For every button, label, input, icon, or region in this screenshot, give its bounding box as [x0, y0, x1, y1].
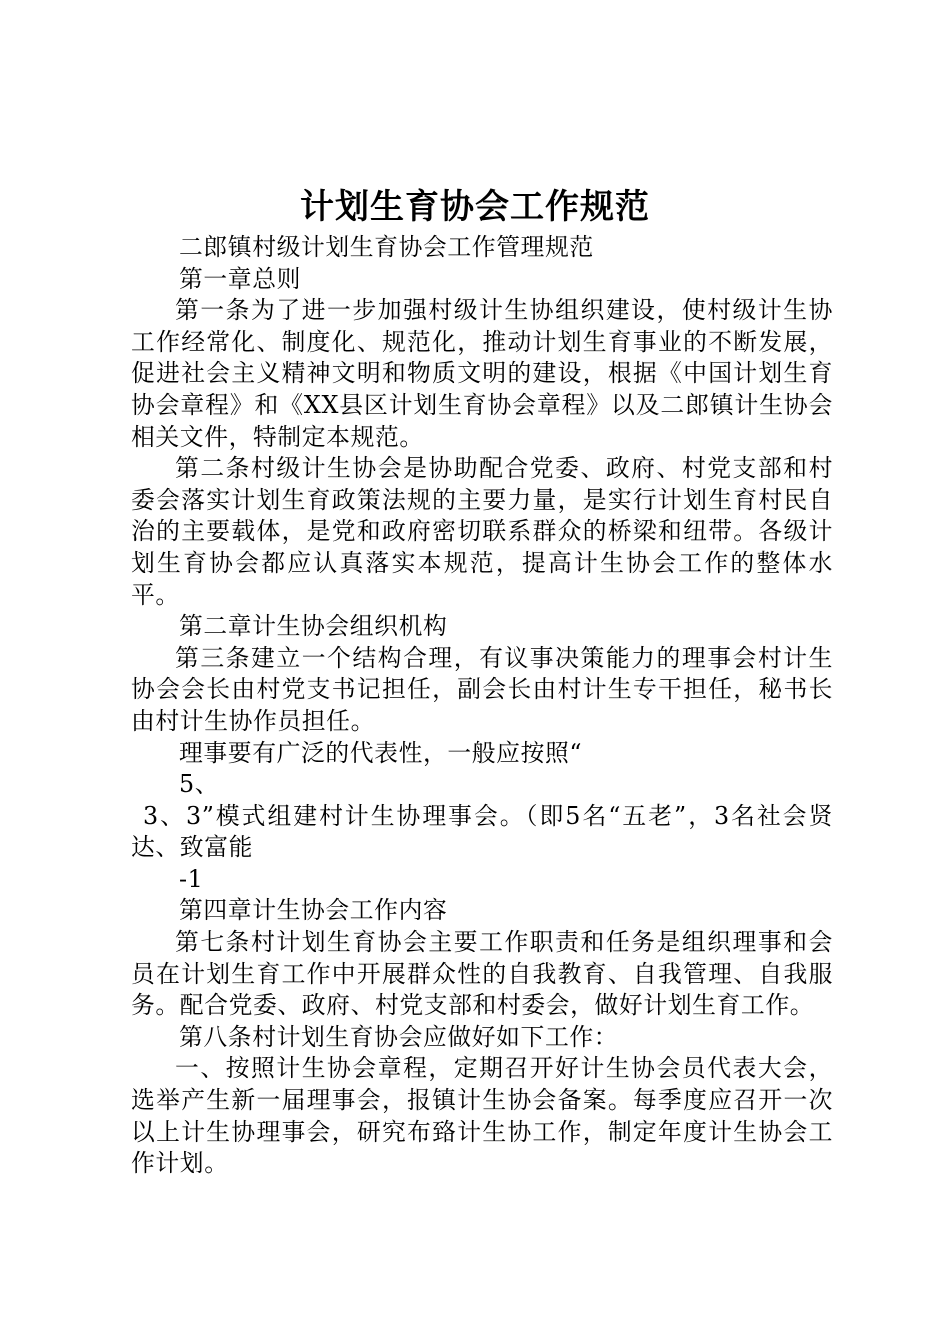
paragraph-article-7: 第七条村计划生育协会主要工作职责和任务是组织理事和会员在计划生育工作中开展群众性的自我教育、自我管理、自我服务。配合党委、政府、村党支部和村委会，做好计划生育工作。 — [131, 928, 833, 1020]
paragraph-item-1: 一、按照计生协会章程，定期召开好计生协会员代表大会，选举产生新一届理事会，报镇计生协会备案。每季度应召开一次以上计生协理事会，研究布臵计生协工作，制定年度计生协会工作计划。 — [131, 1054, 833, 1178]
paragraph-article-2: 第二条村级计生协会是协助配合党委、政府、村党支部和村委会落实计划生育政策法规的主要力量，是实行计划生育村民自治的主要载体，是党和政府密切联系群众的桥梁和纽带。各级计划生育协会都应认真落实本规范，提高计生协会工作的整体水平。 — [131, 454, 833, 609]
paragraph-article-1: 第一条为了进一步加强村级计生协组织建设，使村级计生协工作经常化、制度化、规范化，推动计划生育事业的不断发展，促进社会主义精神文明和物质文明的建设，根据《中国计划生育协会章程》和《XX县区计划生育协会章程》以及二郎镇计生协会相关文件，特制定本规范。 — [131, 296, 833, 451]
paragraph-chapter-2: 第二章计生协会组织机构 — [179, 612, 448, 641]
paragraph-subtitle: 二郎镇村级计划生育协会工作管理规范 — [179, 233, 594, 261]
paragraph-article-8: 第八条村计划生育协会应做好如下工作： — [179, 1022, 619, 1051]
paragraph-chapter-1: 第一章总则 — [179, 264, 301, 293]
paragraph-page-marker: -1 — [179, 864, 204, 893]
document-title: 计划生育协会工作规范 — [300, 187, 650, 227]
paragraph-council-representation: 理事要有广泛的代表性，一般应按照“ — [179, 738, 583, 767]
paragraph-chapter-4: 第四章计生协会工作内容 — [179, 896, 448, 925]
paragraph-council-model: 3、3”模式组建村计生协理事会。（即5名“五老”，3名社会贤达、致富能 — [131, 801, 834, 862]
paragraph-fragment-5: 5、 — [179, 770, 220, 799]
paragraph-article-3: 第三条建立一个结构合理，有议事决策能力的理事会村计生协会会长由村党支书记担任，副会长由村计生专干担任，秘书长由村计生协作员担任。 — [131, 643, 833, 735]
document-body — [131, 232, 833, 1180]
